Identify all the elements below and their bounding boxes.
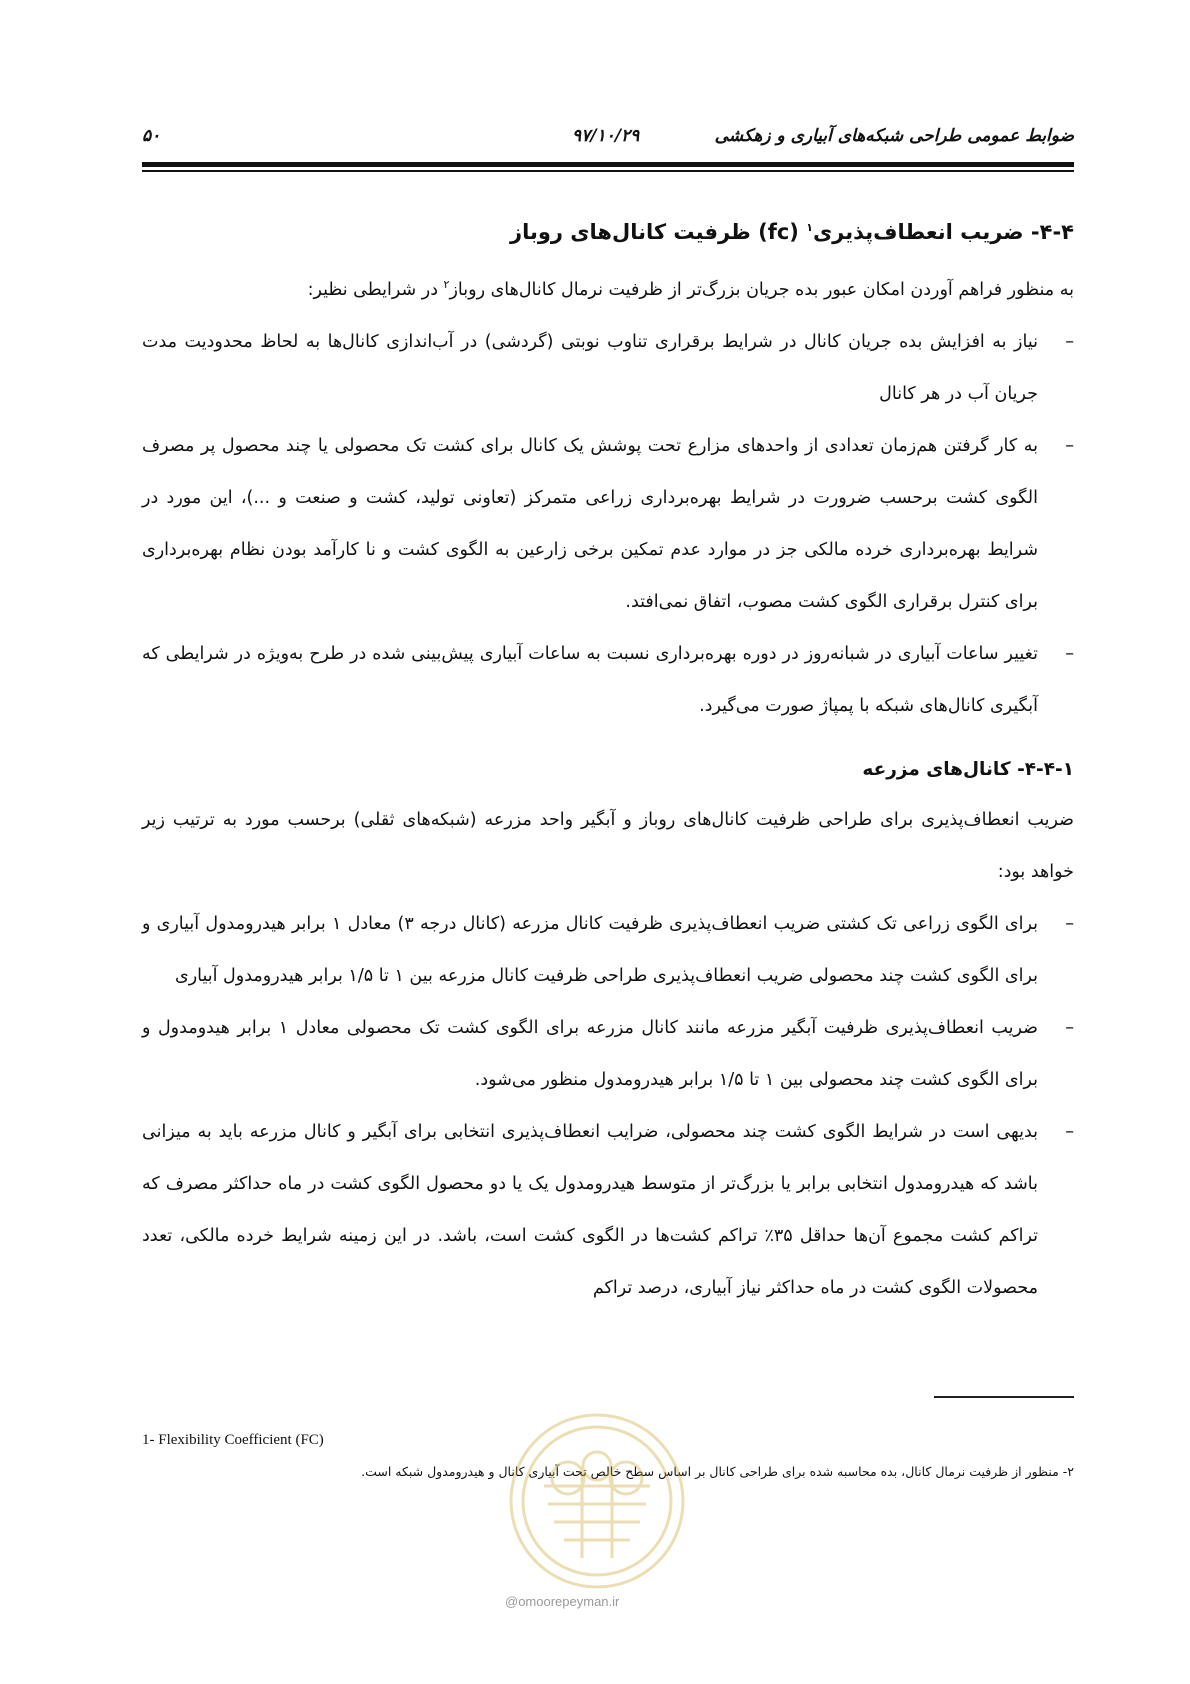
section-intro-text: به منظور فراهم آوردن امکان عبور بده جریان بزرگ‌تر از ظرفیت نرمال کانال‌های روباز bbox=[449, 280, 1074, 300]
section-intro-suffix: در شرایطی نظیر: bbox=[307, 280, 444, 300]
header-date: ۹۷/۱۰/۲۹ bbox=[572, 126, 640, 146]
section-title-text: ۴-۴- ضریب انعطاف‌پذیری bbox=[812, 220, 1074, 244]
watermark-url: @omoorepeyman.ir bbox=[505, 1594, 620, 1609]
subsection-bullet-list bbox=[142, 898, 1074, 1314]
list-item bbox=[142, 420, 1074, 628]
list-item-text: تغییر ساعات آبیاری در شبانه‌روز در دوره بهره‌برداری نسبت به ساعات آبیاری پیش‌بینی شده در طرح به‌ویژه در شرایطی که آبگیری کانال‌های شبکه با پمپاژ صورت می‌گیرد. bbox=[142, 644, 1038, 716]
list-item-text: ضریب انعطاف‌پذیری ظرفیت آبگیر مزرعه مانند کانال مزرعه برای الگوی کشت تک محصولی معادل ۱ برابر هیدومدول و برای الگوی کشت چند محصولی بین ۱ تا ۱/۵ برابر هیدرومدول منظور می‌شود. bbox=[142, 1018, 1038, 1090]
list-item bbox=[142, 1002, 1074, 1106]
subsection-title: ۴-۴-۱- کانال‌های مزرعه bbox=[862, 759, 1074, 780]
footnote-ref-2: ۲ bbox=[443, 278, 450, 292]
section-title bbox=[142, 210, 1074, 254]
page-number: ۵۰ bbox=[142, 126, 161, 146]
list-item-text: به کار گرفتن هم‌زمان تعدادی از واحدهای مزارع تحت پوشش یک کانال برای کشت تک محصولی یا چند محصول پر مصرف الگوی کشت برحسب ضرورت در شرایط بهره‌برداری زراعی متمرکز (تعاونی تولید، کشت و صنعت و ...)، این مورد در شرایط بهره‌برداری خرده مالکی جز در موارد عدم تمکین برخی زارعین به الگوی کشت و نا کارآمد بودن نظام بهره‌برداری برای کنترل برقراری الگوی کشت مصوب، اتفاق نمی‌افتد. bbox=[142, 436, 1038, 612]
footnote-separator bbox=[934, 1396, 1074, 1398]
section-bullet-list bbox=[142, 316, 1074, 732]
header-title: ضوابط عمومی طراحی شبکه‌های آبیاری و زهکشی bbox=[714, 126, 1074, 146]
dash-marker: – bbox=[1065, 332, 1074, 352]
header-rule-thick bbox=[142, 162, 1074, 167]
section-intro bbox=[142, 264, 1074, 316]
dash-marker: – bbox=[1065, 1122, 1074, 1142]
list-item bbox=[142, 628, 1074, 732]
section-title-suffix: (fc) ظرفیت کانال‌های روباز bbox=[509, 220, 807, 244]
page-body bbox=[142, 210, 1074, 1314]
footnote-ref-1: ۱ bbox=[806, 221, 813, 234]
subsection-intro: ضریب انعطاف‌پذیری برای طراحی ظرفیت کانال‌های روباز و آبگیر واحد مزرعه (شبکه‌های ثقلی) برحسب مورد به ترتیب زیر خواهد بود: bbox=[142, 810, 1074, 882]
list-item bbox=[142, 1106, 1074, 1314]
list-item-text: نیاز به افزایش بده جریان کانال در شرایط برقراری تناوب نوبتی (گردشی) در آب‌اندازی کانال‌ها به لحاظ محدودیت مدت جریان آب در هر کانال bbox=[142, 332, 1038, 404]
footnote-1: 1- Flexibility Coefficient (FC) bbox=[142, 1432, 324, 1448]
list-item bbox=[142, 316, 1074, 420]
list-item bbox=[142, 898, 1074, 1002]
list-item-text: بدیهی است در شرایط الگوی کشت چند محصولی، ضرایب انعطاف‌پذیری انتخابی برای آبگیر و کانال مزرعه باید به میزانی باشد که هیدرومدول انتخابی برابر یا بزرگ‌تر از متوسط هیدرومدول یک یا دو محصول الگوی کشت در ماه حداکثر مصرف که تراکم کشت مجموع آن‌ها حداقل ۳۵٪ تراکم کشت‌ها در الگوی کشت است، باشد. در این زمینه شرایط خرده مالکی، تعدد محصولات الگوی کشت در ماه حداکثر نیاز آبیاری، درصد تراکم bbox=[142, 1122, 1038, 1298]
omoorepeyman-logo-icon bbox=[504, 1408, 690, 1594]
header-rule-thin bbox=[142, 170, 1074, 172]
dash-marker: – bbox=[1065, 914, 1074, 934]
footnote-2: ۲- منظور از ظرفیت نرمال کانال، بده محاسبه شده برای طراحی کانال بر اساس سطح خالص تحت آبیاری کانال و هیدرومدول شبکه است. bbox=[361, 1464, 1074, 1479]
page-header bbox=[142, 126, 1074, 156]
dash-marker: – bbox=[1065, 644, 1074, 664]
dash-marker: – bbox=[1065, 436, 1074, 456]
list-item-text: برای الگوی زراعی تک کشتی ضریب انعطاف‌پذیری ظرفیت کانال مزرعه (کانال درجه ۳) معادل ۱ برابر هیدرومدول آبیاری و برای الگوی کشت چند محصولی ضریب انعطاف‌پذیری طراحی ظرفیت کانال مزرعه بین ۱ تا ۱/۵ برابر هیدرومدول آبیاری bbox=[142, 914, 1039, 986]
dash-marker: – bbox=[1065, 1018, 1074, 1038]
